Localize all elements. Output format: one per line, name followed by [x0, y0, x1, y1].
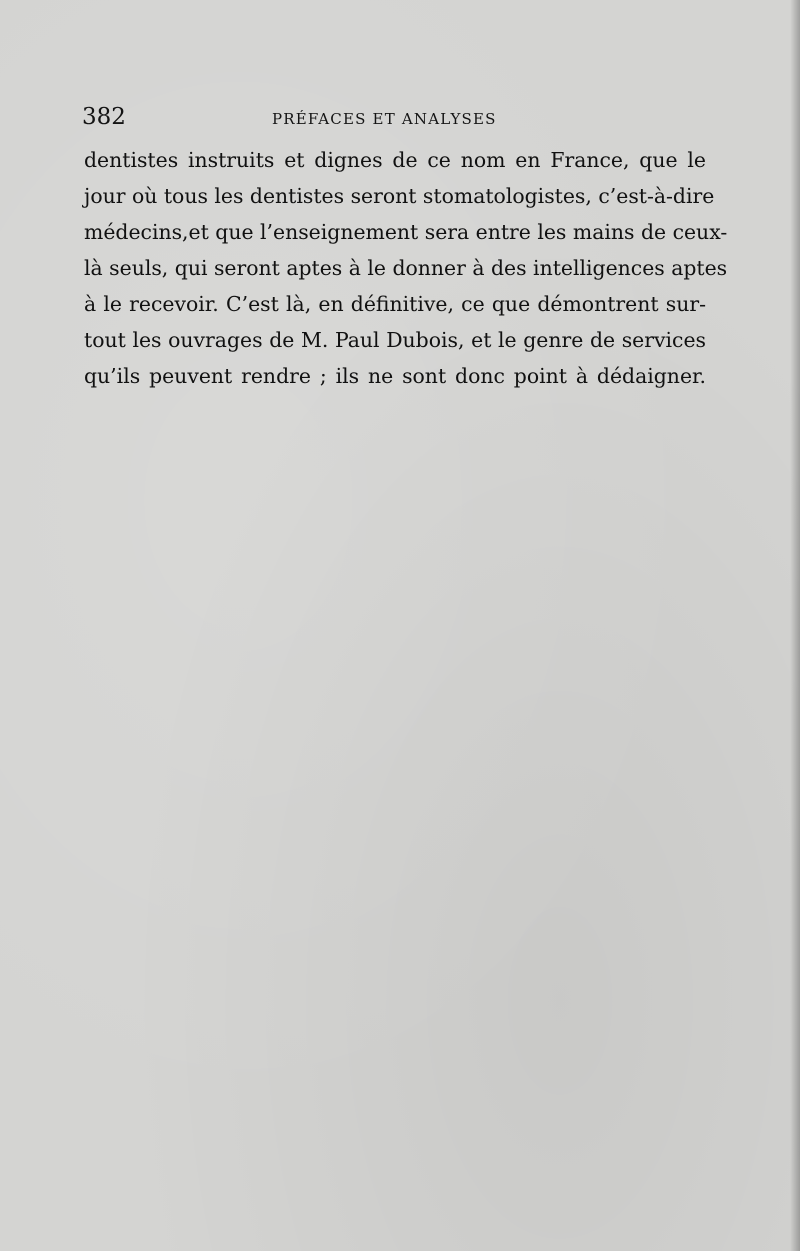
text-line: à le recevoir. C’est là, en définitive, ce que démontrent sur-: [84, 292, 706, 316]
text-line: dentistes instruits et dignes de ce nom en France, que le: [84, 148, 706, 172]
running-head: [82, 102, 712, 134]
text-line: qu’ils peuvent rendre ; ils ne sont donc point à dédaigner.: [84, 364, 706, 388]
page-number: 382: [82, 104, 126, 130]
page-edge-shadow: [790, 0, 800, 1251]
running-title: PRÉFACES ET ANALYSES: [272, 110, 497, 128]
text-line: là seuls, qui seront aptes à le donner à des intelligences aptes: [84, 256, 728, 280]
text-line: médecins,et que l’enseignement sera entre les mains de ceux-: [84, 220, 728, 244]
text-line: jour où tous les dentistes seront stomatologistes, c’est-à-dire: [84, 184, 715, 208]
text-line: tout les ouvrages de M. Paul Dubois, et le genre de services: [84, 328, 706, 352]
body-paragraph: [84, 142, 728, 394]
